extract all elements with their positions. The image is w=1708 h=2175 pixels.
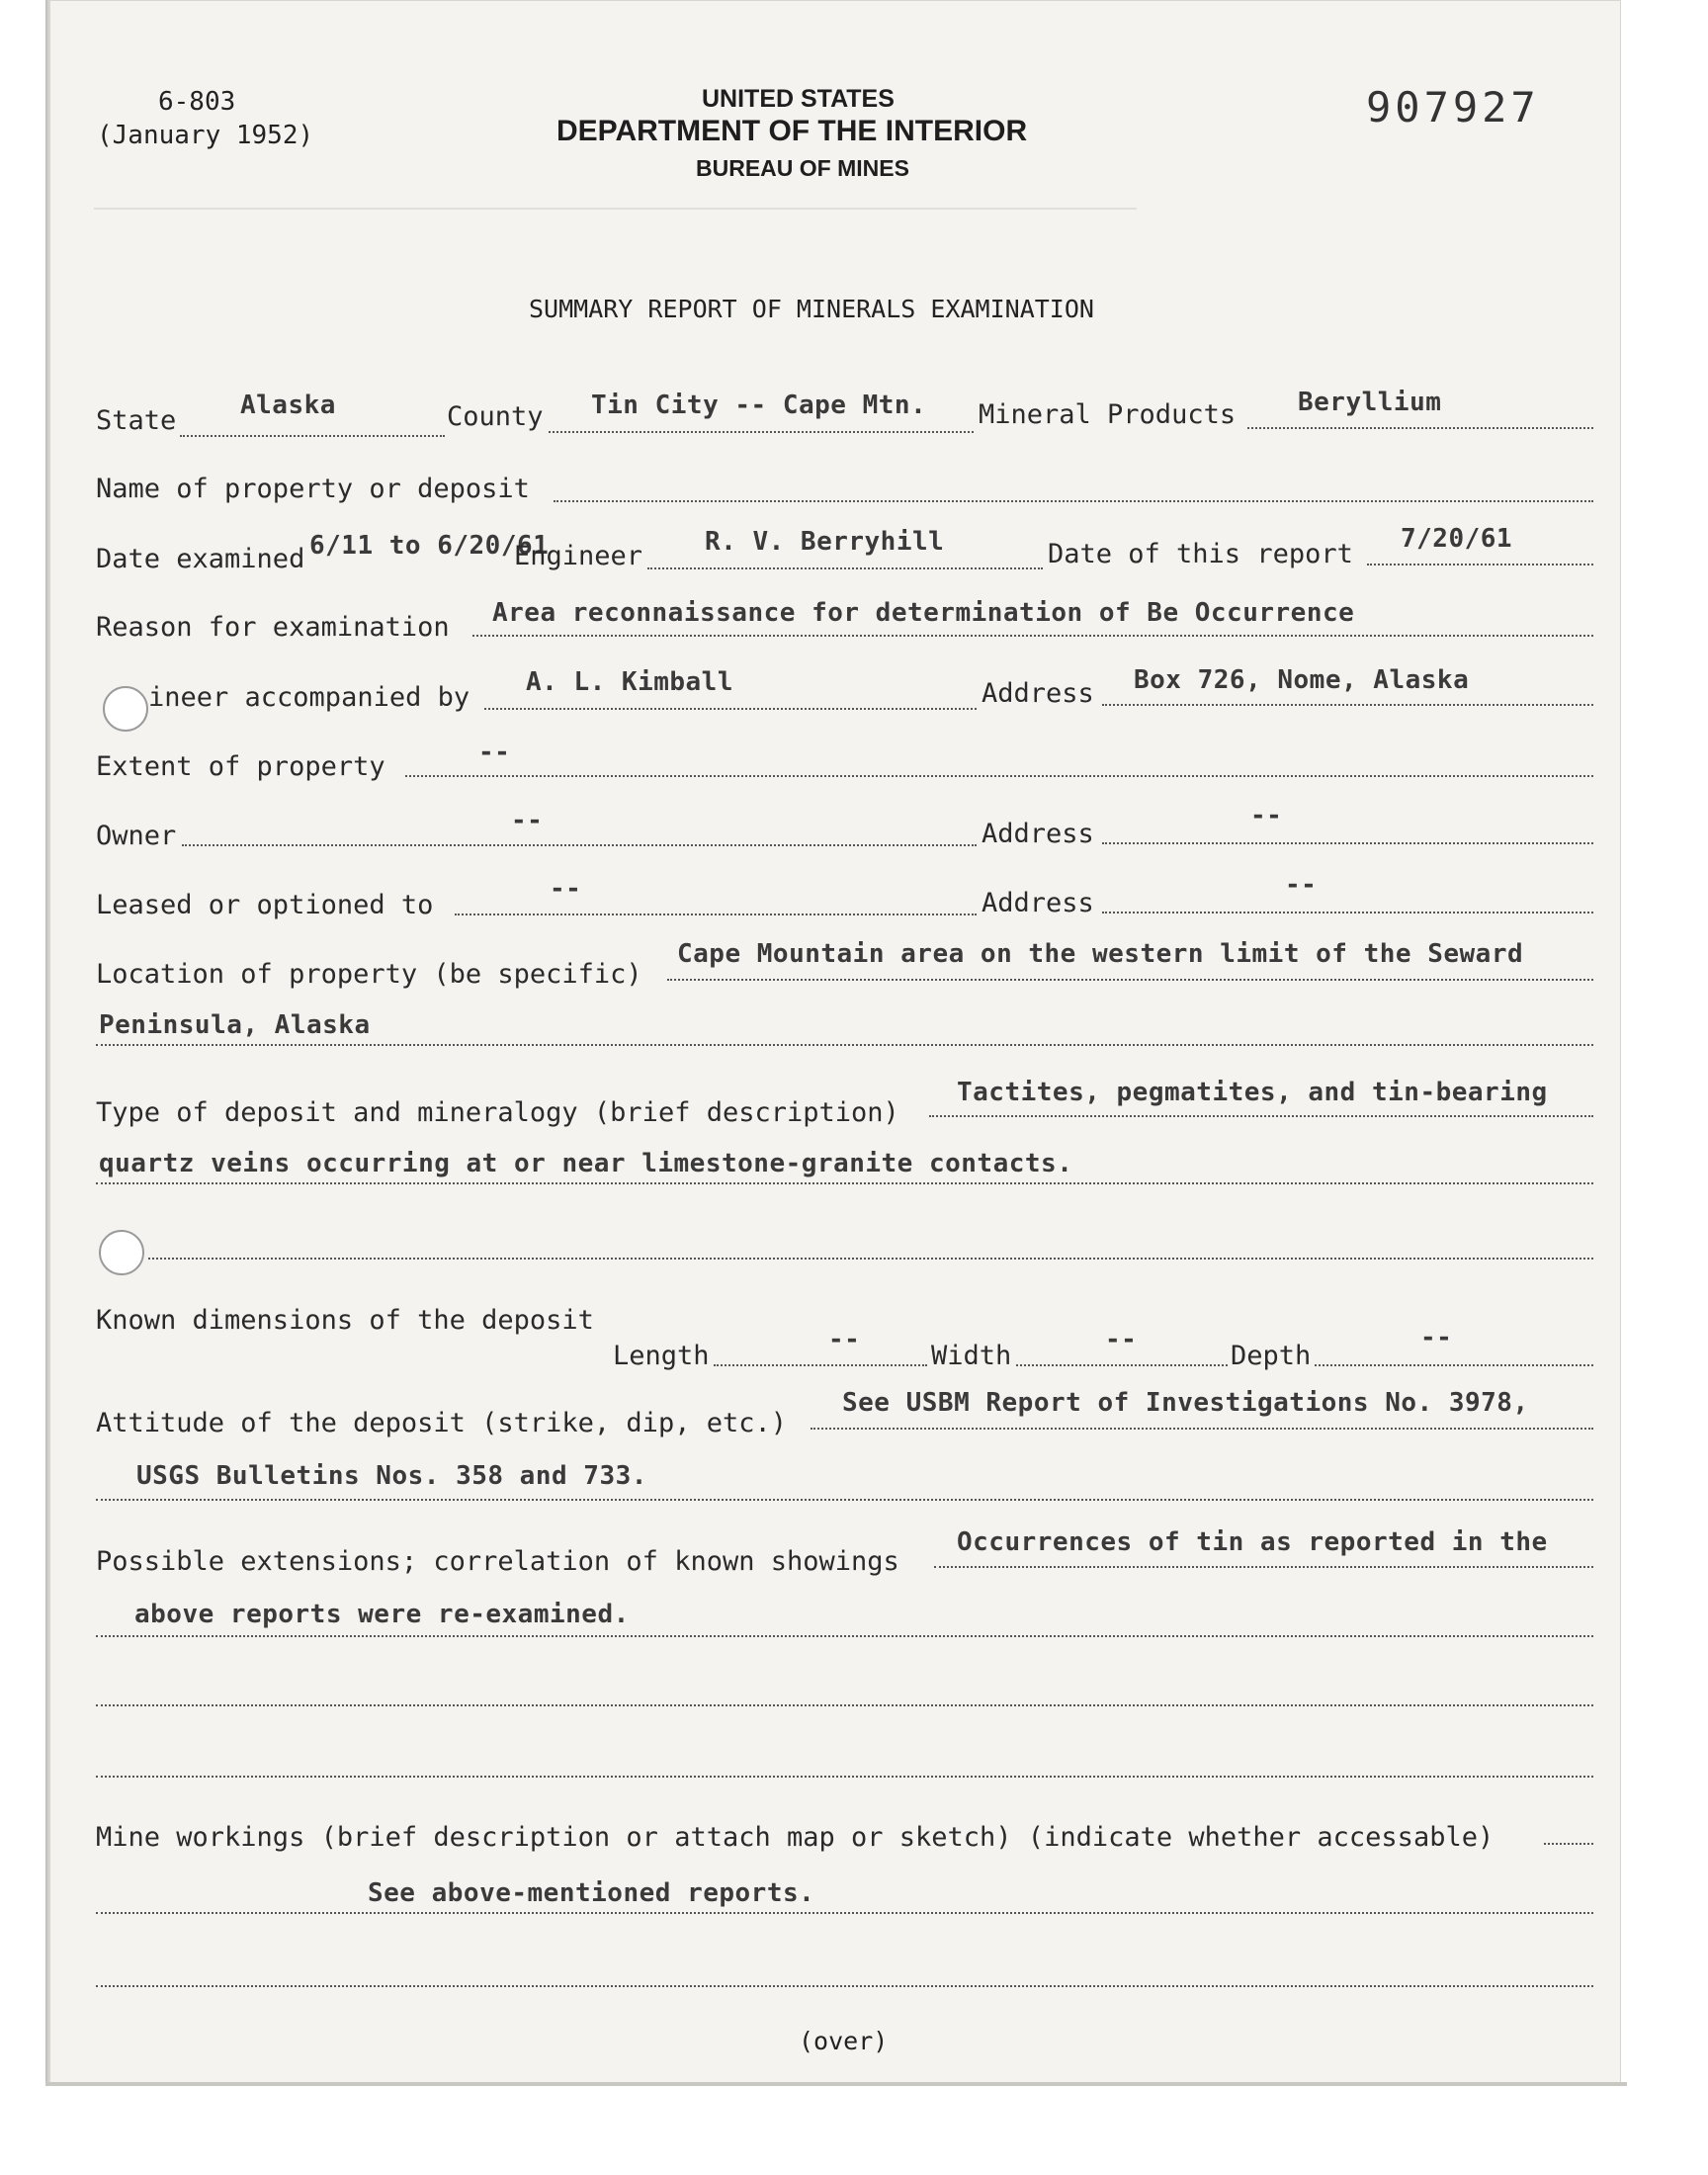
engineer-line <box>647 567 1043 569</box>
engineer-value: R. V. Berryhill <box>705 527 945 557</box>
attitude-label: Attitude of the deposit (strike, dip, etc.) <box>96 1408 787 1438</box>
mineral-label: Mineral Products <box>979 399 1237 430</box>
reason-label: Reason for examination <box>96 612 450 643</box>
length-value: -- <box>828 1325 861 1354</box>
length-label: Length <box>613 1341 710 1371</box>
width-value: -- <box>1105 1325 1138 1354</box>
county-label: County <box>447 401 544 432</box>
reason-value: Area reconnaissance for determination of Be Occurrence <box>492 598 1355 628</box>
length-line <box>714 1364 927 1366</box>
report-date-label: Date of this report <box>1048 539 1353 569</box>
workings-value: See above-mentioned reports. <box>368 1878 815 1908</box>
serial-number: 907927 <box>1366 83 1540 131</box>
accompanied-value: A. L. Kimball <box>526 667 733 697</box>
engineer-label: Engineer <box>514 541 643 571</box>
report-date-line <box>1367 564 1593 566</box>
attitude-value-2: USGS Bulletins Nos. 358 and 733. <box>136 1461 647 1491</box>
page-bottom-edge <box>45 2082 1627 2086</box>
report-title: SUMMARY REPORT OF MINERALS EXAMINATION <box>529 295 1094 323</box>
owner-line <box>182 844 977 846</box>
leased-line <box>455 914 977 915</box>
accompanied-address-label: Address <box>982 678 1094 709</box>
reason-line <box>472 635 1593 637</box>
extensions-value-2: above reports were re-examined. <box>134 1600 630 1629</box>
header-bureau: BUREAU OF MINES <box>696 155 909 181</box>
property-label: Name of property or deposit <box>96 474 530 504</box>
blank-line <box>96 1985 1593 1987</box>
owner-value: -- <box>511 806 544 835</box>
type-line-2 <box>96 1182 1593 1184</box>
accompanied-address-value: Box 726, Nome, Alaska <box>1134 665 1470 695</box>
state-line <box>180 435 445 437</box>
county-value: Tin City -- Cape Mtn. <box>591 391 927 420</box>
attitude-value-1: See USBM Report of Investigations No. 3978, <box>842 1388 1529 1418</box>
dimensions-label: Known dimensions of the deposit <box>96 1305 594 1336</box>
workings-label: Mine workings (brief description or attach map or sketch) (indicate whether accessable) <box>96 1822 1494 1853</box>
date-examined-label: Date examined <box>96 544 305 574</box>
width-label: Width <box>931 1341 1012 1371</box>
type-value-2: quartz veins occurring at or near limestone-granite contacts. <box>99 1149 1073 1178</box>
form-date: (January 1952) <box>97 121 314 150</box>
header-department: DEPARTMENT OF THE INTERIOR <box>556 115 1028 147</box>
location-value-2: Peninsula, Alaska <box>99 1010 371 1040</box>
extensions-line-1 <box>934 1566 1593 1568</box>
type-line-1 <box>929 1115 1593 1117</box>
punch-hole <box>103 686 148 732</box>
accompanied-label: ineer accompanied by <box>148 682 470 713</box>
attitude-line-2 <box>96 1499 1593 1501</box>
location-line-2 <box>96 1044 1593 1046</box>
owner-address-label: Address <box>982 819 1094 849</box>
state-value: Alaska <box>240 391 336 420</box>
blank-line <box>96 1776 1593 1778</box>
location-label: Location of property (be specific) <box>96 959 642 990</box>
mineral-line <box>1247 427 1593 429</box>
workings-line-1 <box>1544 1843 1593 1845</box>
owner-label: Owner <box>96 821 177 851</box>
extent-value: -- <box>478 738 511 767</box>
leased-label: Leased or optioned to <box>96 890 434 920</box>
extensions-line-2 <box>96 1635 1593 1637</box>
location-line-1 <box>667 979 1593 981</box>
extensions-label: Possible extensions; correlation of known showings <box>96 1546 899 1577</box>
workings-line-2 <box>96 1912 1593 1914</box>
header-united-states: UNITED STATES <box>702 85 895 113</box>
form-number: 6-803 <box>158 87 236 117</box>
leased-address-line <box>1102 912 1593 914</box>
punch-hole <box>99 1230 144 1275</box>
accompanied-address-line <box>1102 704 1593 706</box>
owner-address-value: -- <box>1250 801 1283 830</box>
leased-value: -- <box>550 874 582 904</box>
mineral-value: Beryllium <box>1298 388 1442 417</box>
footer-over: (over) <box>799 2027 889 2055</box>
location-value-1: Cape Mountain area on the western limit of the Seward <box>677 939 1524 969</box>
type-label: Type of deposit and mineralogy (brief description) <box>96 1097 899 1128</box>
depth-value: -- <box>1420 1323 1453 1352</box>
leased-address-value: -- <box>1285 870 1318 900</box>
type-value-1: Tactites, pegmatites, and tin-bearing <box>957 1078 1548 1107</box>
depth-label: Depth <box>1231 1341 1312 1371</box>
state-label: State <box>96 405 177 436</box>
attitude-line-1 <box>811 1428 1593 1430</box>
width-line <box>1016 1364 1228 1366</box>
blank-line <box>148 1258 1593 1260</box>
county-line <box>549 431 974 433</box>
accompanied-line <box>484 708 977 710</box>
extent-label: Extent of property <box>96 751 385 782</box>
owner-address-line <box>1102 842 1593 844</box>
bleed-through-text: _________________________________________________________________________ <box>94 208 1137 235</box>
depth-line <box>1315 1364 1593 1366</box>
property-line <box>554 500 1593 502</box>
extent-line <box>405 775 1593 777</box>
date-examined-value: 6/11 to 6/20/61 <box>309 531 550 561</box>
leased-address-label: Address <box>982 888 1094 918</box>
extensions-value-1: Occurrences of tin as reported in the <box>957 1527 1548 1557</box>
report-date-value: 7/20/61 <box>1401 524 1513 554</box>
blank-line <box>96 1704 1593 1706</box>
